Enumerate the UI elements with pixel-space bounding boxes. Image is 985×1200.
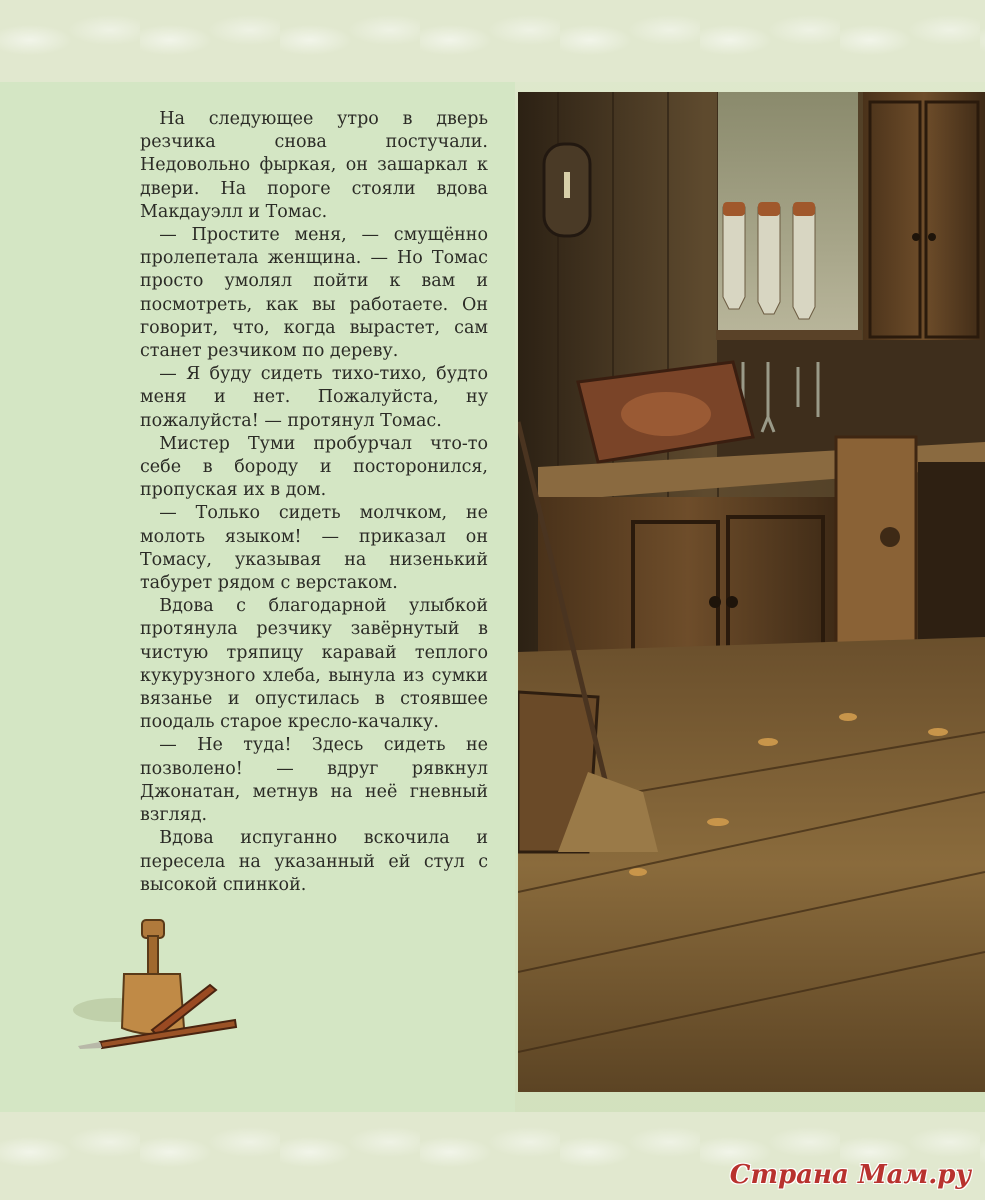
- paragraph: Мистер Туми пробурчал что-то себе в бороду и посторонился, пропуская их в дом.: [140, 433, 488, 501]
- paragraph: Вдова испуганно вскочила и пересела на указанный ей стул с высокой спинкой.: [140, 828, 488, 895]
- story-text: [140, 108, 488, 897]
- paragraph: — Только сидеть молчком, не молоть языком! — приказал он Томасу, указывая на низенький табурет рядом с верстаком.: [140, 503, 488, 594]
- paragraph: На следующее утро в дверь резчика снова постучали. Недовольно фыркая, он зашаркал к двери. На пороге стояли вдова Макдауэлл и Томас.: [140, 109, 488, 222]
- paragraph: — Я буду сидеть тихо-тихо, будто меня и нет. Пожалуйста, ну пожалуйста! — протянул Томас.: [140, 364, 488, 431]
- workshop-illustration: [518, 92, 985, 1092]
- ornament-border-top: [0, 0, 985, 82]
- mallet-and-chisels-illustration: [60, 910, 250, 1060]
- site-watermark: Страна Мам.ру: [729, 1160, 971, 1190]
- paragraph: — Простите меня, — смущённо пролепетала женщина. — Но Томас просто умолял пойти к вам и посмотреть, как вы работаете. Он говорит, что, когда вырастет, сам станет резчиком по дереву.: [140, 225, 488, 362]
- paragraph: Вдова с благодарной улыбкой протянула резчику завёрнутый в чистую тряпицу каравай теплого кукурузного хлеба, вынула из сумки вязанье и опустилась в стоявшее поодаль старое кресло-качалку.: [140, 596, 488, 733]
- paragraph: — Не туда! Здесь сидеть не позволено! — вдруг рявкнул Джонатан, метнув на неё гневный взгляд.: [140, 735, 488, 826]
